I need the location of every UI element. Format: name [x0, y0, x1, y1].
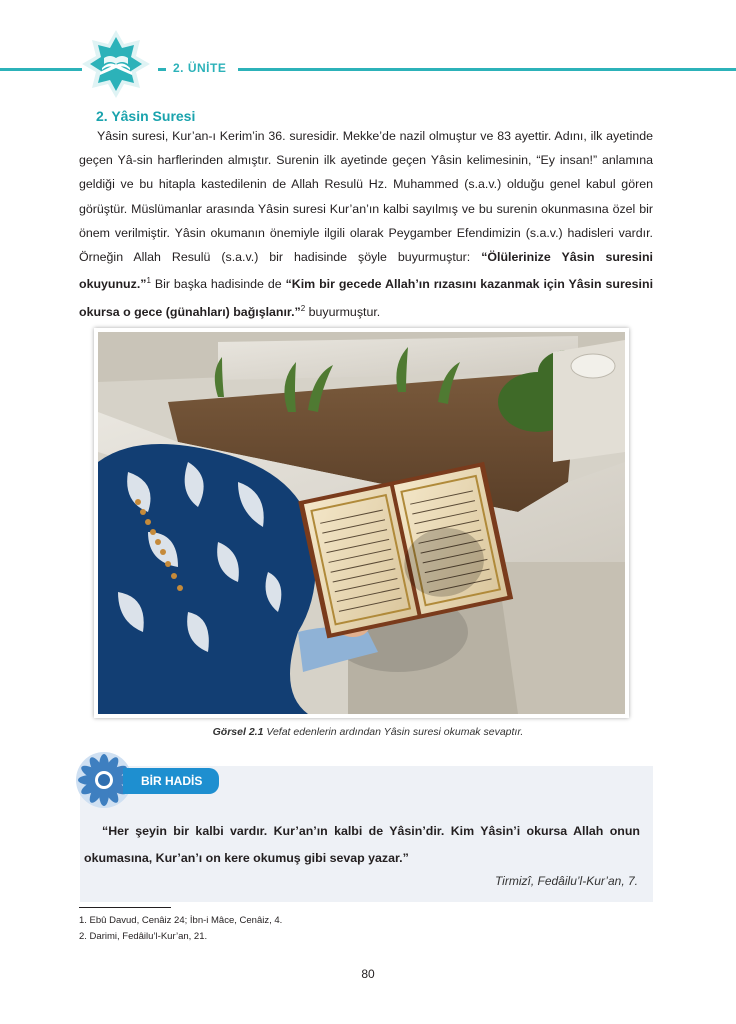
figure-caption [0, 726, 736, 738]
photo-woman-reading-quran-at-grave [98, 332, 625, 714]
paragraph-text-2: Bir başka hadisinde de [150, 277, 286, 292]
section-title: 2. Yâsin Suresi [96, 108, 196, 124]
hadis-tab-label: BİR HADİS [123, 768, 219, 794]
paragraph-text-1: Yâsin suresi, Kur’an-ı Kerim’in 36. suresidir. Mekke’de nazil olmuştur ve 83 ayettir. Adını, ilk ayetinde geçen Yâ-sin harflerinden almıştır. Surenin ilk ayetinde geçen Yâsin kelimesinin, “Ey insan!” anlamına geldiği ve bu hitapla kastedilenin de Allah Resulü Hz. Muhammed (s.a.v.) olduğu genel kabul gören görüştür. Müslümanlar arasında Yâsin suresi Kur’an’ın kalbi sayılmış ve bu surenin okunmasına özel bir önem verilmiştir. Yâsin okumanın önemiyle ilgili olarak Peygamber Efendimizin (s.a.v.) hadisleri vardır. Örneğin Allah Resulü (s.a.v.) bir hadisinde şöyle buyurmuştur: [79, 129, 653, 265]
hadis-source: Tirmizî, Fedâilu’l-Kur’an, 7. [494, 874, 638, 888]
header-rule-left [0, 68, 82, 71]
hadith-quote-2: “Kim bir gecede Allah’ın rızasını kazanmak için Yâsin suresini okursa o gece (günahları) bağışlanır.” [79, 277, 654, 319]
body-paragraph [79, 124, 653, 324]
header-rule-right [238, 68, 736, 71]
photo-frame [94, 328, 629, 718]
footnote-ref-1: 1 [146, 276, 151, 286]
quran-book-icon [80, 28, 152, 100]
hadis-quote-text: “Her şeyin bir kalbi vardır. Kur’an’ın kalbi de Yâsin’dir. Kim Yâsin’i okursa Allah onun okumasına, Kur’an’ı on kere okumuş gibi sevap yazar.” [84, 824, 640, 865]
footnotes [79, 913, 282, 945]
footnote-1: 1. Ebû Davud, Cenâiz 24; İbn-i Mâce, Cenâiz, 4. [79, 915, 283, 926]
unit-label: 2. ÜNİTE [173, 61, 227, 75]
footnote-2: 2. Darimi, Fedâilu’l-Kur’an, 21. [79, 931, 208, 942]
header-rule-dash [158, 68, 166, 71]
figure-caption-text: Vefat edenlerin ardından Yâsin suresi okumak sevaptır. [266, 726, 524, 738]
footnote-ref-2: 2 [300, 303, 306, 313]
paragraph-text-3: buyurmuştur. [305, 304, 381, 319]
hadith-quote-1: “Ölülerinize Yâsin suresini okuyunuz.” [79, 250, 653, 292]
footnote-rule [79, 907, 171, 908]
figure-label: Görsel 2.1 [212, 726, 264, 738]
hadis-quote [84, 818, 640, 872]
page-number: 80 [361, 967, 375, 981]
